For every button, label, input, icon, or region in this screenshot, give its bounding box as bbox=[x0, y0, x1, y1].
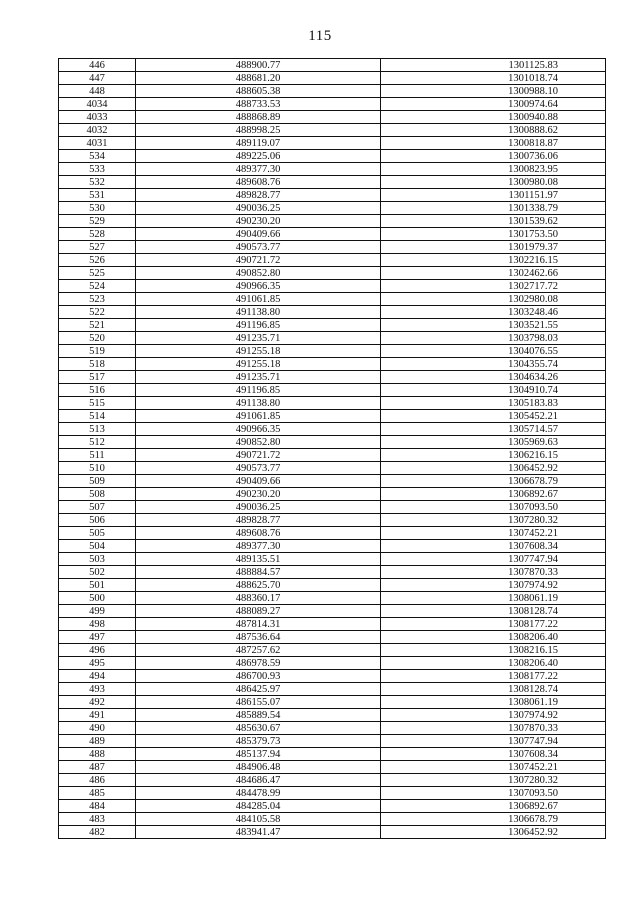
y-coordinate-cell: 1307870.33 bbox=[381, 566, 606, 579]
point-number-cell: 531 bbox=[59, 189, 136, 202]
x-coordinate-cell: 485889.54 bbox=[136, 709, 381, 722]
point-number-cell: 4032 bbox=[59, 124, 136, 137]
point-number-cell: 484 bbox=[59, 800, 136, 813]
table-row bbox=[59, 683, 606, 696]
table-row bbox=[59, 436, 606, 449]
y-coordinate-cell: 1307608.34 bbox=[381, 540, 606, 553]
y-coordinate-cell: 1305183.83 bbox=[381, 397, 606, 410]
table-row bbox=[59, 644, 606, 657]
y-coordinate-cell: 1306892.67 bbox=[381, 800, 606, 813]
table-row bbox=[59, 241, 606, 254]
table-row bbox=[59, 748, 606, 761]
point-number-cell: 492 bbox=[59, 696, 136, 709]
point-number-cell: 508 bbox=[59, 488, 136, 501]
y-coordinate-cell: 1305969.63 bbox=[381, 436, 606, 449]
table-row bbox=[59, 111, 606, 124]
point-number-cell: 521 bbox=[59, 319, 136, 332]
y-coordinate-cell: 1307452.21 bbox=[381, 761, 606, 774]
table-row bbox=[59, 774, 606, 787]
y-coordinate-cell: 1306452.92 bbox=[381, 462, 606, 475]
x-coordinate-cell: 484686.47 bbox=[136, 774, 381, 787]
x-coordinate-cell: 486978.59 bbox=[136, 657, 381, 670]
x-coordinate-cell: 489828.77 bbox=[136, 189, 381, 202]
y-coordinate-cell: 1308128.74 bbox=[381, 605, 606, 618]
x-coordinate-cell: 490852.80 bbox=[136, 436, 381, 449]
point-number-cell: 532 bbox=[59, 176, 136, 189]
x-coordinate-cell: 488681.20 bbox=[136, 72, 381, 85]
point-number-cell: 447 bbox=[59, 72, 136, 85]
x-coordinate-cell: 489119.07 bbox=[136, 137, 381, 150]
y-coordinate-cell: 1303521.55 bbox=[381, 319, 606, 332]
x-coordinate-cell: 487536.64 bbox=[136, 631, 381, 644]
table-row bbox=[59, 540, 606, 553]
table-row bbox=[59, 449, 606, 462]
table-row bbox=[59, 605, 606, 618]
coordinates-table-body bbox=[59, 59, 606, 839]
y-coordinate-cell: 1307093.50 bbox=[381, 501, 606, 514]
table-row bbox=[59, 397, 606, 410]
point-number-cell: 526 bbox=[59, 254, 136, 267]
x-coordinate-cell: 488625.70 bbox=[136, 579, 381, 592]
x-coordinate-cell: 488089.27 bbox=[136, 605, 381, 618]
table-row bbox=[59, 72, 606, 85]
table-row bbox=[59, 306, 606, 319]
point-number-cell: 518 bbox=[59, 358, 136, 371]
coordinates-table bbox=[58, 58, 606, 839]
x-coordinate-cell: 483941.47 bbox=[136, 826, 381, 839]
x-coordinate-cell: 490230.20 bbox=[136, 488, 381, 501]
y-coordinate-cell: 1300823.95 bbox=[381, 163, 606, 176]
point-number-cell: 505 bbox=[59, 527, 136, 540]
point-number-cell: 509 bbox=[59, 475, 136, 488]
table-row bbox=[59, 332, 606, 345]
x-coordinate-cell: 491196.85 bbox=[136, 384, 381, 397]
y-coordinate-cell: 1306216.15 bbox=[381, 449, 606, 462]
table-row bbox=[59, 501, 606, 514]
x-coordinate-cell: 491235.71 bbox=[136, 371, 381, 384]
x-coordinate-cell: 488884.57 bbox=[136, 566, 381, 579]
y-coordinate-cell: 1307452.21 bbox=[381, 527, 606, 540]
y-coordinate-cell: 1300980.08 bbox=[381, 176, 606, 189]
table-row bbox=[59, 410, 606, 423]
y-coordinate-cell: 1307974.92 bbox=[381, 579, 606, 592]
point-number-cell: 514 bbox=[59, 410, 136, 423]
y-coordinate-cell: 1301018.74 bbox=[381, 72, 606, 85]
table-row bbox=[59, 202, 606, 215]
table-row bbox=[59, 137, 606, 150]
table-row bbox=[59, 722, 606, 735]
x-coordinate-cell: 491196.85 bbox=[136, 319, 381, 332]
y-coordinate-cell: 1300988.10 bbox=[381, 85, 606, 98]
y-coordinate-cell: 1305452.21 bbox=[381, 410, 606, 423]
table-row bbox=[59, 358, 606, 371]
table-row bbox=[59, 592, 606, 605]
y-coordinate-cell: 1303798.03 bbox=[381, 332, 606, 345]
y-coordinate-cell: 1308128.74 bbox=[381, 683, 606, 696]
point-number-cell: 511 bbox=[59, 449, 136, 462]
table-row bbox=[59, 215, 606, 228]
y-coordinate-cell: 1300940.88 bbox=[381, 111, 606, 124]
x-coordinate-cell: 491138.80 bbox=[136, 306, 381, 319]
table-row bbox=[59, 371, 606, 384]
point-number-cell: 500 bbox=[59, 592, 136, 605]
point-number-cell: 493 bbox=[59, 683, 136, 696]
table-row bbox=[59, 813, 606, 826]
point-number-cell: 519 bbox=[59, 345, 136, 358]
point-number-cell: 502 bbox=[59, 566, 136, 579]
y-coordinate-cell: 1308061.19 bbox=[381, 696, 606, 709]
point-number-cell: 488 bbox=[59, 748, 136, 761]
x-coordinate-cell: 484285.04 bbox=[136, 800, 381, 813]
x-coordinate-cell: 489377.30 bbox=[136, 163, 381, 176]
x-coordinate-cell: 489608.76 bbox=[136, 176, 381, 189]
table-row bbox=[59, 579, 606, 592]
x-coordinate-cell: 484478.99 bbox=[136, 787, 381, 800]
point-number-cell: 4034 bbox=[59, 98, 136, 111]
point-number-cell: 489 bbox=[59, 735, 136, 748]
y-coordinate-cell: 1307280.32 bbox=[381, 514, 606, 527]
point-number-cell: 533 bbox=[59, 163, 136, 176]
table-row bbox=[59, 423, 606, 436]
point-number-cell: 490 bbox=[59, 722, 136, 735]
point-number-cell: 487 bbox=[59, 761, 136, 774]
x-coordinate-cell: 490573.77 bbox=[136, 462, 381, 475]
table-row bbox=[59, 384, 606, 397]
y-coordinate-cell: 1300818.87 bbox=[381, 137, 606, 150]
y-coordinate-cell: 1304076.55 bbox=[381, 345, 606, 358]
x-coordinate-cell: 491255.18 bbox=[136, 345, 381, 358]
point-number-cell: 527 bbox=[59, 241, 136, 254]
y-coordinate-cell: 1307747.94 bbox=[381, 735, 606, 748]
point-number-cell: 485 bbox=[59, 787, 136, 800]
y-coordinate-cell: 1304355.74 bbox=[381, 358, 606, 371]
y-coordinate-cell: 1308206.40 bbox=[381, 631, 606, 644]
point-number-cell: 512 bbox=[59, 436, 136, 449]
point-number-cell: 520 bbox=[59, 332, 136, 345]
x-coordinate-cell: 484906.48 bbox=[136, 761, 381, 774]
table-row bbox=[59, 488, 606, 501]
x-coordinate-cell: 490966.35 bbox=[136, 280, 381, 293]
point-number-cell: 504 bbox=[59, 540, 136, 553]
point-number-cell: 446 bbox=[59, 59, 136, 72]
point-number-cell: 515 bbox=[59, 397, 136, 410]
x-coordinate-cell: 491061.85 bbox=[136, 410, 381, 423]
page-number: 115 bbox=[308, 28, 332, 44]
y-coordinate-cell: 1305714.57 bbox=[381, 423, 606, 436]
y-coordinate-cell: 1306678.79 bbox=[381, 475, 606, 488]
table-row bbox=[59, 59, 606, 72]
table-row bbox=[59, 475, 606, 488]
table-row bbox=[59, 319, 606, 332]
x-coordinate-cell: 488605.38 bbox=[136, 85, 381, 98]
point-number-cell: 499 bbox=[59, 605, 136, 618]
table-row bbox=[59, 98, 606, 111]
x-coordinate-cell: 491061.85 bbox=[136, 293, 381, 306]
y-coordinate-cell: 1301338.79 bbox=[381, 202, 606, 215]
point-number-cell: 525 bbox=[59, 267, 136, 280]
table-row bbox=[59, 826, 606, 839]
y-coordinate-cell: 1302717.72 bbox=[381, 280, 606, 293]
x-coordinate-cell: 491138.80 bbox=[136, 397, 381, 410]
point-number-cell: 4031 bbox=[59, 137, 136, 150]
x-coordinate-cell: 485137.94 bbox=[136, 748, 381, 761]
table-row bbox=[59, 254, 606, 267]
table-row bbox=[59, 280, 606, 293]
point-number-cell: 483 bbox=[59, 813, 136, 826]
x-coordinate-cell: 489377.30 bbox=[136, 540, 381, 553]
y-coordinate-cell: 1300888.62 bbox=[381, 124, 606, 137]
point-number-cell: 517 bbox=[59, 371, 136, 384]
y-coordinate-cell: 1301125.83 bbox=[381, 59, 606, 72]
x-coordinate-cell: 490966.35 bbox=[136, 423, 381, 436]
point-number-cell: 528 bbox=[59, 228, 136, 241]
table-row bbox=[59, 566, 606, 579]
table-row bbox=[59, 85, 606, 98]
x-coordinate-cell: 490721.72 bbox=[136, 254, 381, 267]
x-coordinate-cell: 485630.67 bbox=[136, 722, 381, 735]
point-number-cell: 510 bbox=[59, 462, 136, 475]
x-coordinate-cell: 490230.20 bbox=[136, 215, 381, 228]
x-coordinate-cell: 489608.76 bbox=[136, 527, 381, 540]
table-row bbox=[59, 787, 606, 800]
y-coordinate-cell: 1301753.50 bbox=[381, 228, 606, 241]
x-coordinate-cell: 489828.77 bbox=[136, 514, 381, 527]
point-number-cell: 448 bbox=[59, 85, 136, 98]
y-coordinate-cell: 1308061.19 bbox=[381, 592, 606, 605]
x-coordinate-cell: 490036.25 bbox=[136, 202, 381, 215]
x-coordinate-cell: 487257.62 bbox=[136, 644, 381, 657]
y-coordinate-cell: 1307608.34 bbox=[381, 748, 606, 761]
table-row bbox=[59, 267, 606, 280]
y-coordinate-cell: 1307974.92 bbox=[381, 709, 606, 722]
y-coordinate-cell: 1302216.15 bbox=[381, 254, 606, 267]
x-coordinate-cell: 490721.72 bbox=[136, 449, 381, 462]
y-coordinate-cell: 1306452.92 bbox=[381, 826, 606, 839]
y-coordinate-cell: 1308216.15 bbox=[381, 644, 606, 657]
point-number-cell: 503 bbox=[59, 553, 136, 566]
x-coordinate-cell: 490573.77 bbox=[136, 241, 381, 254]
y-coordinate-cell: 1301151.97 bbox=[381, 189, 606, 202]
x-coordinate-cell: 484105.58 bbox=[136, 813, 381, 826]
y-coordinate-cell: 1308177.22 bbox=[381, 618, 606, 631]
table-row bbox=[59, 657, 606, 670]
x-coordinate-cell: 486425.97 bbox=[136, 683, 381, 696]
table-row bbox=[59, 800, 606, 813]
point-number-cell: 494 bbox=[59, 670, 136, 683]
point-number-cell: 506 bbox=[59, 514, 136, 527]
point-number-cell: 491 bbox=[59, 709, 136, 722]
x-coordinate-cell: 487814.31 bbox=[136, 618, 381, 631]
table-row bbox=[59, 527, 606, 540]
point-number-cell: 4033 bbox=[59, 111, 136, 124]
x-coordinate-cell: 488360.17 bbox=[136, 592, 381, 605]
point-number-cell: 522 bbox=[59, 306, 136, 319]
table-row bbox=[59, 462, 606, 475]
table-row bbox=[59, 735, 606, 748]
x-coordinate-cell: 489225.06 bbox=[136, 150, 381, 163]
point-number-cell: 486 bbox=[59, 774, 136, 787]
y-coordinate-cell: 1307093.50 bbox=[381, 787, 606, 800]
point-number-cell: 498 bbox=[59, 618, 136, 631]
point-number-cell: 501 bbox=[59, 579, 136, 592]
table-row bbox=[59, 150, 606, 163]
point-number-cell: 530 bbox=[59, 202, 136, 215]
point-number-cell: 495 bbox=[59, 657, 136, 670]
x-coordinate-cell: 485379.73 bbox=[136, 735, 381, 748]
x-coordinate-cell: 486155.07 bbox=[136, 696, 381, 709]
point-number-cell: 496 bbox=[59, 644, 136, 657]
x-coordinate-cell: 488900.77 bbox=[136, 59, 381, 72]
table-row bbox=[59, 124, 606, 137]
x-coordinate-cell: 488868.89 bbox=[136, 111, 381, 124]
table-row bbox=[59, 761, 606, 774]
x-coordinate-cell: 491235.71 bbox=[136, 332, 381, 345]
point-number-cell: 482 bbox=[59, 826, 136, 839]
table-row bbox=[59, 709, 606, 722]
point-number-cell: 524 bbox=[59, 280, 136, 293]
table-row bbox=[59, 514, 606, 527]
table-row bbox=[59, 618, 606, 631]
table-row bbox=[59, 163, 606, 176]
y-coordinate-cell: 1307870.33 bbox=[381, 722, 606, 735]
y-coordinate-cell: 1307280.32 bbox=[381, 774, 606, 787]
point-number-cell: 529 bbox=[59, 215, 136, 228]
x-coordinate-cell: 488998.25 bbox=[136, 124, 381, 137]
y-coordinate-cell: 1303248.46 bbox=[381, 306, 606, 319]
y-coordinate-cell: 1304634.26 bbox=[381, 371, 606, 384]
table-row bbox=[59, 293, 606, 306]
y-coordinate-cell: 1302980.08 bbox=[381, 293, 606, 306]
table-row bbox=[59, 553, 606, 566]
y-coordinate-cell: 1306892.67 bbox=[381, 488, 606, 501]
x-coordinate-cell: 486700.93 bbox=[136, 670, 381, 683]
y-coordinate-cell: 1306678.79 bbox=[381, 813, 606, 826]
table-row bbox=[59, 696, 606, 709]
x-coordinate-cell: 491255.18 bbox=[136, 358, 381, 371]
y-coordinate-cell: 1301979.37 bbox=[381, 241, 606, 254]
point-number-cell: 523 bbox=[59, 293, 136, 306]
y-coordinate-cell: 1304910.74 bbox=[381, 384, 606, 397]
table-row bbox=[59, 176, 606, 189]
y-coordinate-cell: 1300974.64 bbox=[381, 98, 606, 111]
point-number-cell: 534 bbox=[59, 150, 136, 163]
x-coordinate-cell: 490036.25 bbox=[136, 501, 381, 514]
point-number-cell: 497 bbox=[59, 631, 136, 644]
x-coordinate-cell: 489135.51 bbox=[136, 553, 381, 566]
point-number-cell: 507 bbox=[59, 501, 136, 514]
y-coordinate-cell: 1307747.94 bbox=[381, 553, 606, 566]
y-coordinate-cell: 1301539.62 bbox=[381, 215, 606, 228]
table-row bbox=[59, 670, 606, 683]
x-coordinate-cell: 490409.66 bbox=[136, 228, 381, 241]
x-coordinate-cell: 490852.80 bbox=[136, 267, 381, 280]
point-number-cell: 516 bbox=[59, 384, 136, 397]
x-coordinate-cell: 490409.66 bbox=[136, 475, 381, 488]
y-coordinate-cell: 1300736.06 bbox=[381, 150, 606, 163]
table-row bbox=[59, 189, 606, 202]
y-coordinate-cell: 1302462.66 bbox=[381, 267, 606, 280]
x-coordinate-cell: 488733.53 bbox=[136, 98, 381, 111]
table-row bbox=[59, 345, 606, 358]
y-coordinate-cell: 1308177.22 bbox=[381, 670, 606, 683]
y-coordinate-cell: 1308206.40 bbox=[381, 657, 606, 670]
table-row bbox=[59, 228, 606, 241]
point-number-cell: 513 bbox=[59, 423, 136, 436]
table-row bbox=[59, 631, 606, 644]
